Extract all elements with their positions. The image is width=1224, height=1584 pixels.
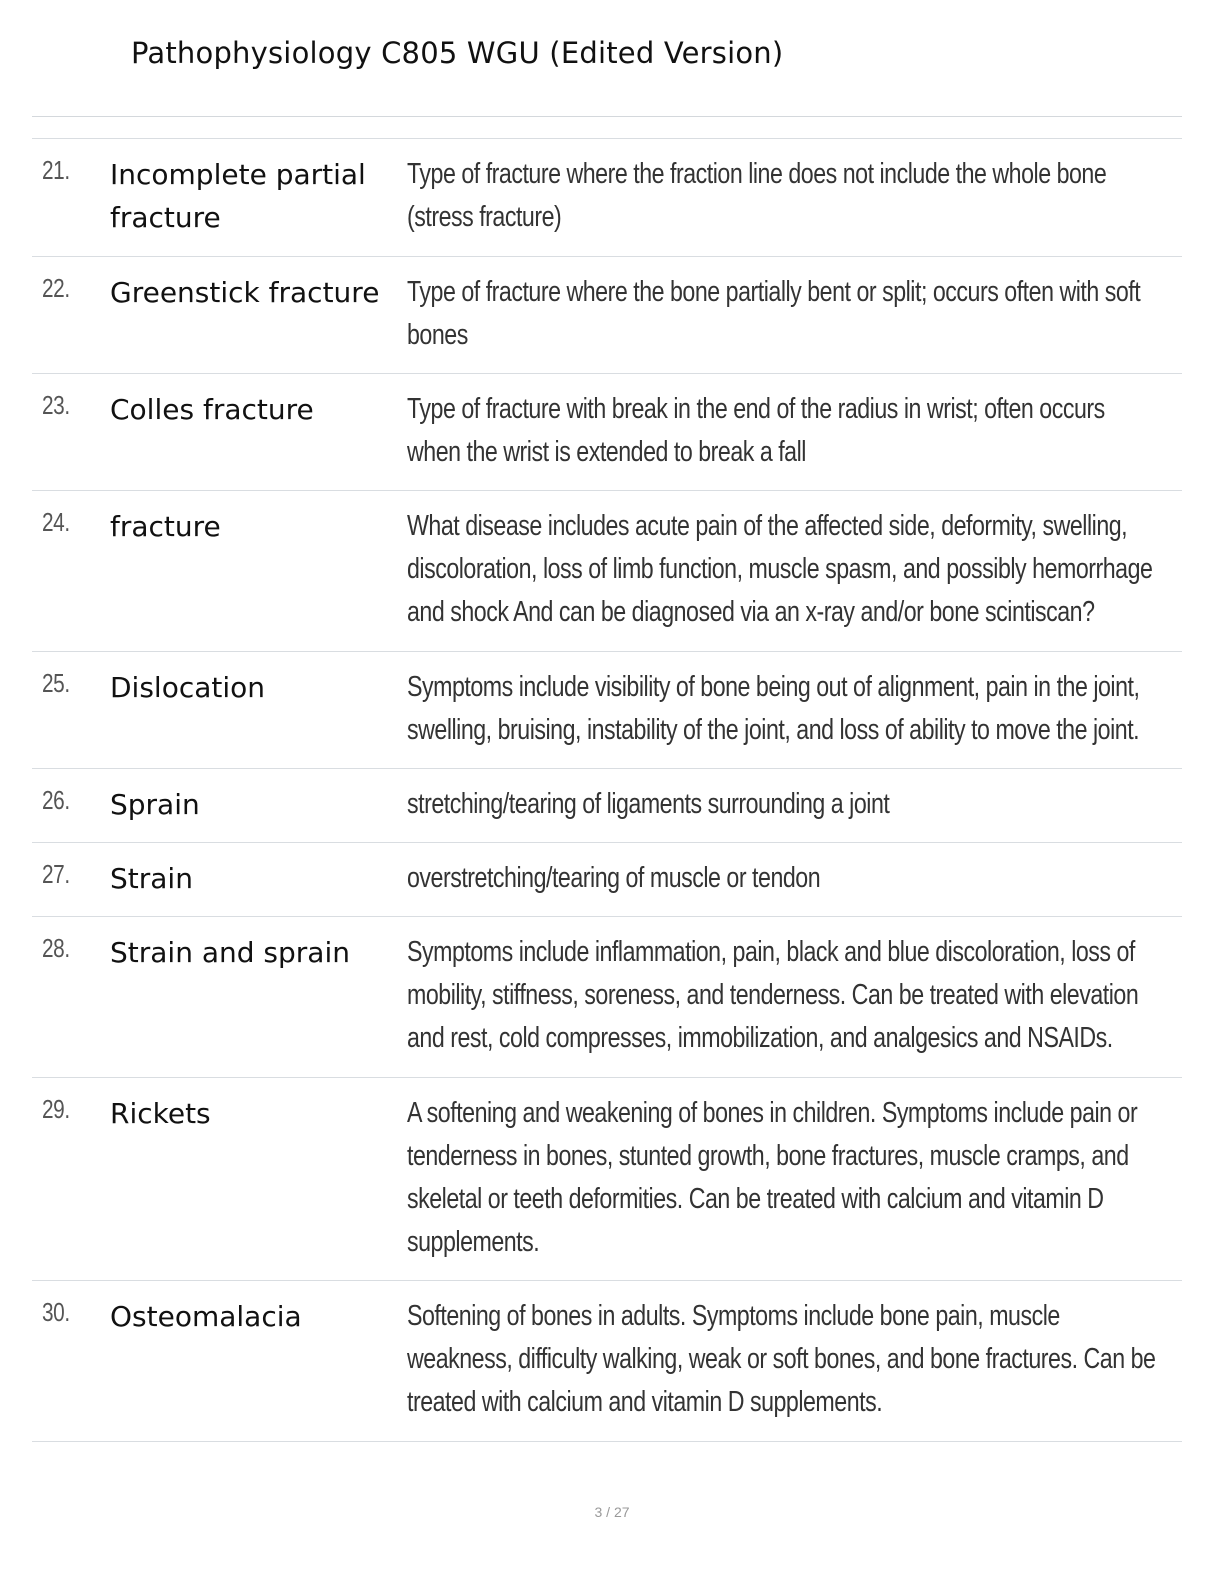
card-term: Rickets [110, 1097, 211, 1130]
card-term: Greenstick fracture [110, 276, 380, 309]
card-number: 24. [42, 507, 70, 537]
card-number: 22. [42, 273, 70, 303]
flashcard-row [32, 917, 1182, 1078]
flashcard-row [32, 1281, 1182, 1442]
page-indicator: 3 / 27 [594, 1504, 630, 1520]
card-definition: A softening and weakening of bones in children. Symptoms include pain or tenderness in bones, stunted growth, bone fractures, muscle cramps, and skeletal or teeth deformities. Can be treated with calcium and vitamin D supplements. [407, 1097, 1138, 1258]
header-divider [32, 116, 1182, 117]
card-definition: stretching/tearing of ligaments surrounding a joint [407, 788, 890, 820]
card-number: 21. [42, 155, 70, 185]
card-number: 27. [42, 859, 70, 889]
card-term: Strain [110, 862, 193, 895]
card-definition: Type of fracture with break in the end of the radius in wrist; often occurs when the wrist is extended to break a fall [407, 393, 1105, 468]
card-term: Dislocation [110, 671, 266, 704]
card-number: 30. [42, 1297, 70, 1327]
card-number: 26. [42, 785, 70, 815]
card-number: 25. [42, 668, 70, 698]
card-number: 23. [42, 390, 70, 420]
card-term: Osteomalacia [110, 1300, 302, 1333]
card-term: Colles fracture [110, 393, 314, 426]
flashcard-row [32, 1078, 1182, 1281]
flashcard-list [32, 138, 1182, 1442]
card-term: Strain and sprain [110, 936, 350, 969]
flashcard-row [32, 652, 1182, 769]
flashcard-row [32, 843, 1182, 917]
card-term: Sprain [110, 788, 200, 821]
card-definition: Symptoms include visibility of bone being out of alignment, pain in the joint, swelling, bruising, instability of the joint, and loss of ability to move the joint. [407, 671, 1140, 746]
flashcard-row [32, 769, 1182, 843]
flashcard-row [32, 139, 1182, 257]
card-number: 28. [42, 933, 70, 963]
card-number: 29. [42, 1094, 70, 1124]
flashcard-row [32, 257, 1182, 374]
card-definition: What disease includes acute pain of the affected side, deformity, swelling, discoloration, loss of limb function, muscle spasm, and possibly hemorrhage and shock And can be diagnosed via an x-ray and/or bone scintiscan? [407, 510, 1153, 628]
document-title: Pathophysiology C805 WGU (Edited Version) [131, 36, 784, 70]
card-definition: Type of fracture where the fraction line does not include the whole bone (stress fracture) [407, 158, 1107, 233]
flashcard-row [32, 374, 1182, 491]
card-definition: Type of fracture where the bone partially bent or split; occurs often with soft bones [407, 276, 1141, 351]
card-term: fracture [110, 510, 221, 543]
card-term: Incomplete partial fracture [110, 158, 366, 234]
card-definition: overstretching/tearing of muscle or tendon [407, 862, 821, 894]
card-definition: Softening of bones in adults. Symptoms include bone pain, muscle weakness, difficulty walking, weak or soft bones, and bone fractures. Can be treated with calcium and vitamin D supplements. [407, 1300, 1156, 1418]
flashcard-row [32, 491, 1182, 652]
card-definition: Symptoms include inflammation, pain, black and blue discoloration, loss of mobility, stiffness, soreness, and tenderness. Can be treated with elevation and rest, cold compresses, immobilization, and analgesics and NSAIDs. [407, 936, 1139, 1054]
